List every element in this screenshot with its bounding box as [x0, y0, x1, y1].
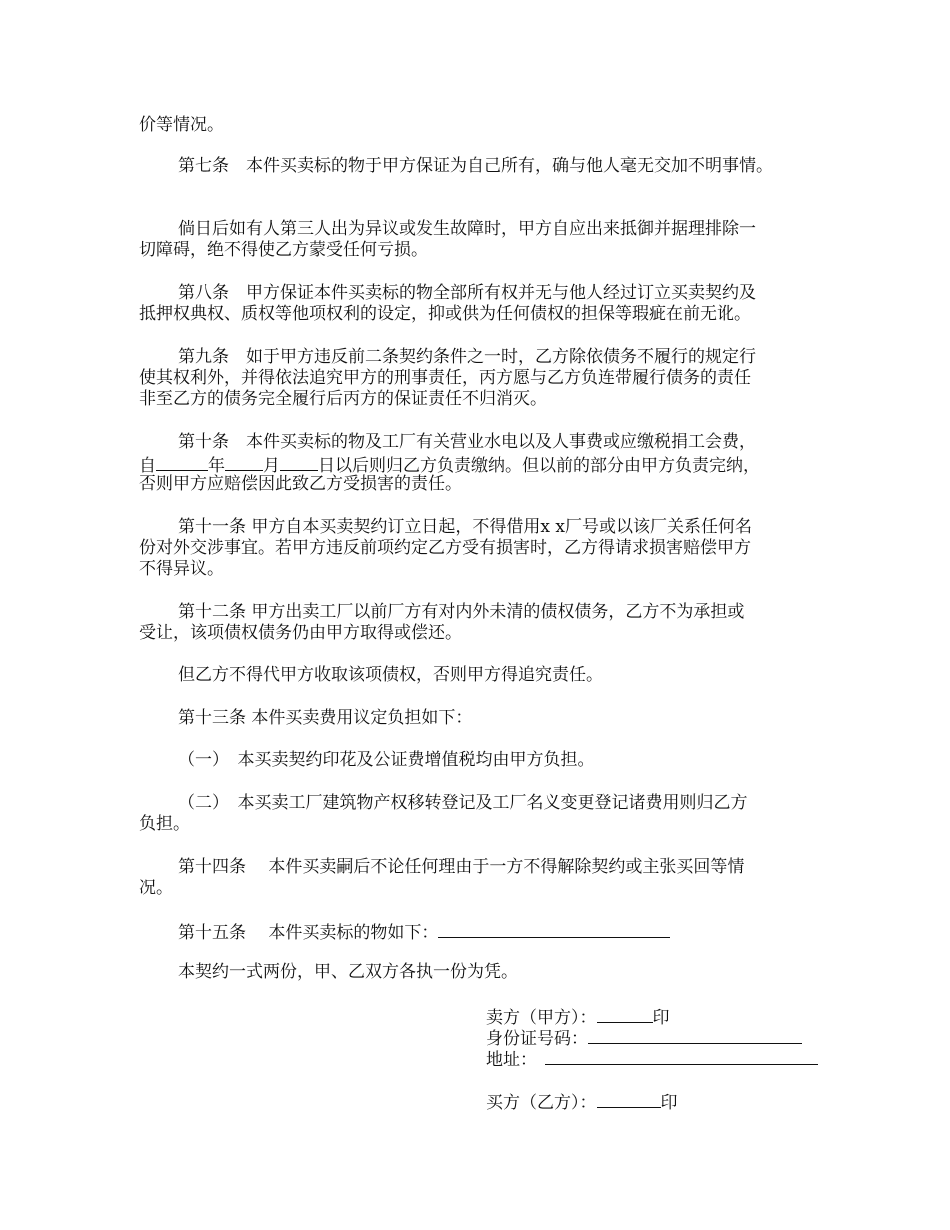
buyer-signature-line	[486, 1090, 678, 1114]
paragraph-continuation: 价等情况。	[139, 115, 224, 135]
article-12-line-1: 第十二条 甲方出卖工厂以前厂方有对内外未清的债权债务，乙方不为承担或	[178, 602, 745, 622]
article-13: 第十三条 本件买卖费用议定负担如下：	[178, 708, 473, 728]
seller-seal: 印	[652, 1008, 670, 1028]
address-blank	[545, 1047, 818, 1065]
article-11-line-1: 第十一条 甲方自本买卖契约订立日起，不得借用x x厂号或以该厂关系任何名	[178, 517, 752, 537]
seller-label: 卖方（甲方）：	[486, 1008, 597, 1028]
article-10-line-3: 否则甲方应赔偿因此致乙方受损害的责任。	[139, 474, 462, 494]
id-number-blank	[588, 1026, 802, 1044]
day-blank	[280, 453, 318, 471]
article-15-text: 第十五条 本件买卖标的物如下：	[178, 923, 439, 943]
article-9-line-3: 非至乙方的债务完全履行后丙方的保证责任不归消灭。	[139, 389, 547, 409]
article-8-line-1: 第八条 甲方保证本件买卖标的物全部所有权并无与他人经过订立买卖契约及	[178, 283, 756, 303]
article-8-line-2: 抵押权典权、质权等他项权利的设定，抑或供为任何债权的担保等瑕疵在前无讹。	[139, 304, 751, 324]
article-10-year-label: 年	[208, 456, 225, 476]
article-12-line-2: 受让，该项债权债务仍由甲方取得或偿还。	[139, 623, 462, 643]
month-blank	[225, 453, 263, 471]
article-9-line-2: 使其权利外，并得依法追究甲方的刑事责任，丙方愿与乙方负连带履行债务的责任	[139, 368, 751, 388]
article-11-line-2: 份对外交涉事宜。若甲方违反前项约定乙方受有损害时，乙方得请求损害赔偿甲方	[139, 538, 751, 558]
article-10-line-1: 第十条 本件买卖标的物及工厂有关营业水电以及人事费或应缴税捐工会费，	[178, 432, 756, 452]
buyer-seal: 印	[660, 1093, 678, 1113]
article-9-line-1: 第九条 如于甲方违反前二条契约条件之一时，乙方除依债务不履行的规定行	[178, 347, 756, 367]
article-13-item-1: （一） 本买卖契约印花及公证费增值税均由甲方负担。	[178, 750, 595, 770]
address-label: 地址：	[486, 1050, 537, 1070]
article-7: 第七条 本件买卖标的物于甲方保证为自己所有，确与他人毫无交加不明事情。	[178, 156, 773, 176]
article-12-note: 但乙方不得代甲方收取该项债权，否则甲方得追究责任。	[178, 665, 603, 685]
article-14-line-2: 况。	[139, 878, 173, 898]
id-number-label: 身份证号码：	[486, 1029, 588, 1049]
buyer-name-blank	[597, 1090, 661, 1108]
article-11-line-3: 不得异议。	[139, 559, 224, 579]
article-15	[178, 920, 670, 944]
article-7-cont-line-2: 切障碍，绝不得使乙方蒙受任何亏损。	[139, 240, 428, 260]
seller-name-blank	[597, 1005, 653, 1023]
article-10-rest: 日以后则归乙方负责缴纳。但以前的部分由甲方负责完纳，	[318, 456, 760, 476]
article-13-item-2-line-2: 负担。	[139, 814, 190, 834]
closing-statement: 本契约一式两份，甲、乙双方各执一份为凭。	[178, 962, 518, 982]
seller-address-line	[486, 1047, 818, 1071]
year-blank	[156, 453, 208, 471]
subject-matter-blank	[438, 920, 670, 938]
article-7-cont-line-1: 倘日后如有人第三人出为异议或发生故障时，甲方自应出来抵御并据理排除一	[178, 219, 756, 239]
article-13-item-2-line-1: （二） 本买卖工厂建筑物产权移转登记及工厂名义变更登记诸费用则归乙方	[178, 793, 748, 813]
article-10-from-label: 自	[139, 456, 156, 476]
article-10-month-label: 月	[263, 456, 280, 476]
article-14-line-1: 第十四条 本件买卖嗣后不论任何理由于一方不得解除契约或主张买回等情	[178, 857, 745, 877]
buyer-label: 买方（乙方）：	[486, 1093, 597, 1113]
